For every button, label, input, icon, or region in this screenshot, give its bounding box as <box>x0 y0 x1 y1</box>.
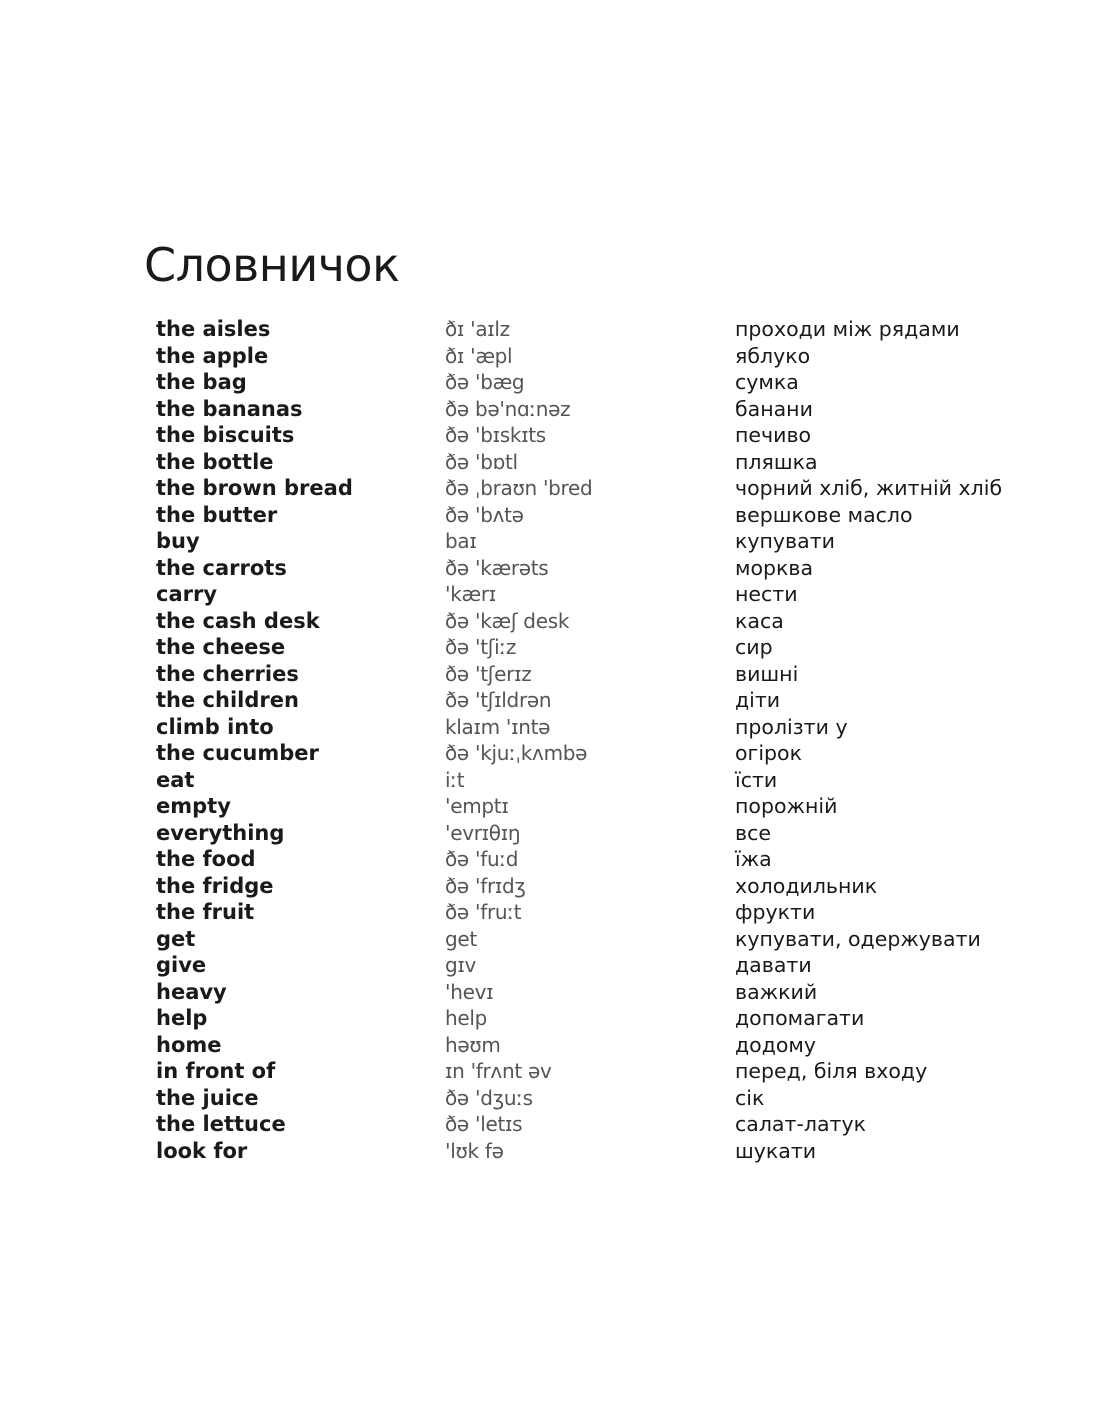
glossary-term: the fruit <box>156 900 255 924</box>
glossary-transcription: ðə ˌbraʊn 'bred <box>445 476 593 500</box>
glossary-term: get <box>156 926 196 951</box>
glossary-term: in front of <box>156 1059 276 1083</box>
glossary-translation: яблуко <box>735 343 811 368</box>
glossary-term: heavy <box>156 979 227 1004</box>
glossary-term: the butter <box>156 502 278 527</box>
glossary-translation: сік <box>735 1085 765 1110</box>
glossary-term: climb into <box>156 714 274 739</box>
glossary-row <box>156 396 1056 423</box>
glossary-row <box>156 1111 1056 1138</box>
glossary-row <box>156 634 1056 661</box>
glossary-translation: огірок <box>735 741 802 765</box>
glossary-transcription: ðə 'tʃerɪz <box>445 661 532 686</box>
glossary-translation: проходи між рядами <box>735 317 960 341</box>
glossary-transcription: gɪv <box>445 953 477 977</box>
glossary-term: carry <box>156 582 218 606</box>
glossary-term: the bananas <box>156 396 303 421</box>
glossary-term: the cash desk <box>156 608 320 633</box>
page-title: Словничок <box>144 238 400 292</box>
glossary-transcription: ðə 'letɪs <box>445 1112 523 1136</box>
glossary-row <box>156 820 1056 847</box>
glossary-row <box>156 581 1056 608</box>
glossary-term: the bag <box>156 370 247 394</box>
glossary-translation: сумка <box>735 370 799 394</box>
glossary-term: the aisles <box>156 317 271 341</box>
glossary-row <box>156 449 1056 476</box>
glossary-row <box>156 979 1056 1006</box>
glossary-translation: холодильник <box>735 873 878 898</box>
glossary-transcription: ɪn 'frʌnt əv <box>445 1059 552 1083</box>
glossary-translation: печиво <box>735 423 812 447</box>
glossary-list <box>156 316 1056 1164</box>
glossary-translation: купувати <box>735 529 835 553</box>
glossary-transcription: ðɪ 'æpl <box>445 343 513 368</box>
glossary-term: buy <box>156 529 200 553</box>
glossary-translation: їсти <box>735 767 778 792</box>
glossary-transcription: 'hevɪ <box>445 979 494 1004</box>
glossary-transcription: 'lʊk fə <box>445 1138 504 1163</box>
glossary-translation: морква <box>735 555 814 580</box>
glossary-transcription: ðə 'bʌtə <box>445 502 524 527</box>
glossary-transcription: ðə 'dʒuːs <box>445 1085 533 1110</box>
glossary-row <box>156 952 1056 979</box>
glossary-transcription: ðə 'bæg <box>445 370 525 394</box>
glossary-row <box>156 1032 1056 1059</box>
glossary-term: the children <box>156 688 299 712</box>
glossary-transcription: ðə 'tʃiːz <box>445 635 517 659</box>
glossary-row <box>156 661 1056 688</box>
glossary-term: the juice <box>156 1085 259 1110</box>
glossary-transcription: ðə 'frɪdʒ <box>445 873 526 898</box>
glossary-row <box>156 714 1056 741</box>
glossary-translation: давати <box>735 953 812 977</box>
glossary-row <box>156 1005 1056 1032</box>
glossary-translation: шукати <box>735 1138 817 1163</box>
glossary-translation: додому <box>735 1032 817 1057</box>
glossary-transcription: 'emptɪ <box>445 794 509 818</box>
glossary-transcription: help <box>445 1006 488 1030</box>
glossary-row <box>156 502 1056 529</box>
glossary-translation: сир <box>735 635 773 659</box>
glossary-row <box>156 555 1056 582</box>
glossary-transcription: 'evrɪθɪŋ <box>445 820 521 845</box>
glossary-transcription: həʊm <box>445 1032 501 1057</box>
glossary-translation: чорний хліб, житній хліб <box>735 476 1003 500</box>
glossary-row <box>156 475 1056 502</box>
glossary-translation: вишні <box>735 661 799 686</box>
glossary-row <box>156 343 1056 370</box>
glossary-term: the lettuce <box>156 1112 286 1136</box>
glossary-translation: пляшка <box>735 449 818 474</box>
glossary-row <box>156 846 1056 873</box>
glossary-row <box>156 793 1056 820</box>
glossary-transcription: ðə bə'nɑːnəz <box>445 396 571 421</box>
glossary-translation: купувати, одержувати <box>735 926 981 951</box>
glossary-translation: перед, біля входу <box>735 1059 928 1083</box>
glossary-transcription: ðə 'tʃɪldrən <box>445 688 552 712</box>
glossary-term: the food <box>156 847 256 871</box>
glossary-translation: діти <box>735 688 781 712</box>
glossary-translation: банани <box>735 396 813 421</box>
glossary-translation: каса <box>735 608 784 633</box>
glossary-term: the cucumber <box>156 741 319 765</box>
glossary-transcription: ðə 'bɪskɪts <box>445 423 546 447</box>
glossary-row <box>156 926 1056 953</box>
glossary-transcription: ðə 'fruːt <box>445 900 522 924</box>
glossary-transcription: klaɪm 'ɪntə <box>445 714 551 739</box>
glossary-row <box>156 1085 1056 1112</box>
glossary-translation: їжа <box>735 847 772 871</box>
glossary-term: eat <box>156 767 195 792</box>
glossary-translation: нести <box>735 582 798 606</box>
glossary-term: everything <box>156 820 285 845</box>
glossary-transcription: ðə 'kærəts <box>445 555 549 580</box>
glossary-transcription: iːt <box>445 767 465 792</box>
glossary-row <box>156 740 1056 767</box>
glossary-row <box>156 1058 1056 1085</box>
glossary-term: look for <box>156 1138 248 1163</box>
glossary-row <box>156 767 1056 794</box>
glossary-translation: фрукти <box>735 900 816 924</box>
glossary-row <box>156 873 1056 900</box>
glossary-row <box>156 369 1056 396</box>
glossary-row <box>156 1138 1056 1165</box>
glossary-row <box>156 422 1056 449</box>
glossary-term: the cheese <box>156 635 286 659</box>
glossary-row <box>156 899 1056 926</box>
glossary-row <box>156 608 1056 635</box>
glossary-term: help <box>156 1006 208 1030</box>
glossary-row <box>156 687 1056 714</box>
glossary-term: the cherries <box>156 661 299 686</box>
glossary-translation: вершкове масло <box>735 502 913 527</box>
glossary-term: home <box>156 1032 222 1057</box>
glossary-transcription: 'kærɪ <box>445 582 496 606</box>
glossary-translation: порожній <box>735 794 838 818</box>
glossary-term: the fridge <box>156 873 274 898</box>
glossary-transcription: ðɪ 'aɪlz <box>445 317 510 341</box>
glossary-transcription: ðə 'kæʃ desk <box>445 608 570 633</box>
glossary-term: the bottle <box>156 449 274 474</box>
glossary-row <box>156 528 1056 555</box>
glossary-translation: все <box>735 820 771 845</box>
glossary-transcription: ðə 'fuːd <box>445 847 519 871</box>
glossary-transcription: ðə 'bɒtl <box>445 449 518 474</box>
glossary-translation: пролізти у <box>735 714 848 739</box>
glossary-transcription: ðə 'kjuːˌkʌmbə <box>445 741 588 765</box>
glossary-term: the brown bread <box>156 476 353 500</box>
glossary-row <box>156 316 1056 343</box>
glossary-transcription: get <box>445 926 477 951</box>
glossary-transcription: baɪ <box>445 529 477 553</box>
glossary-term: empty <box>156 794 231 818</box>
glossary-translation: салат-латук <box>735 1112 866 1136</box>
glossary-term: the carrots <box>156 555 287 580</box>
glossary-term: the apple <box>156 343 269 368</box>
glossary-term: give <box>156 953 207 977</box>
glossary-translation: важкий <box>735 979 818 1004</box>
glossary-translation: допомагати <box>735 1006 865 1030</box>
glossary-term: the biscuits <box>156 423 295 447</box>
